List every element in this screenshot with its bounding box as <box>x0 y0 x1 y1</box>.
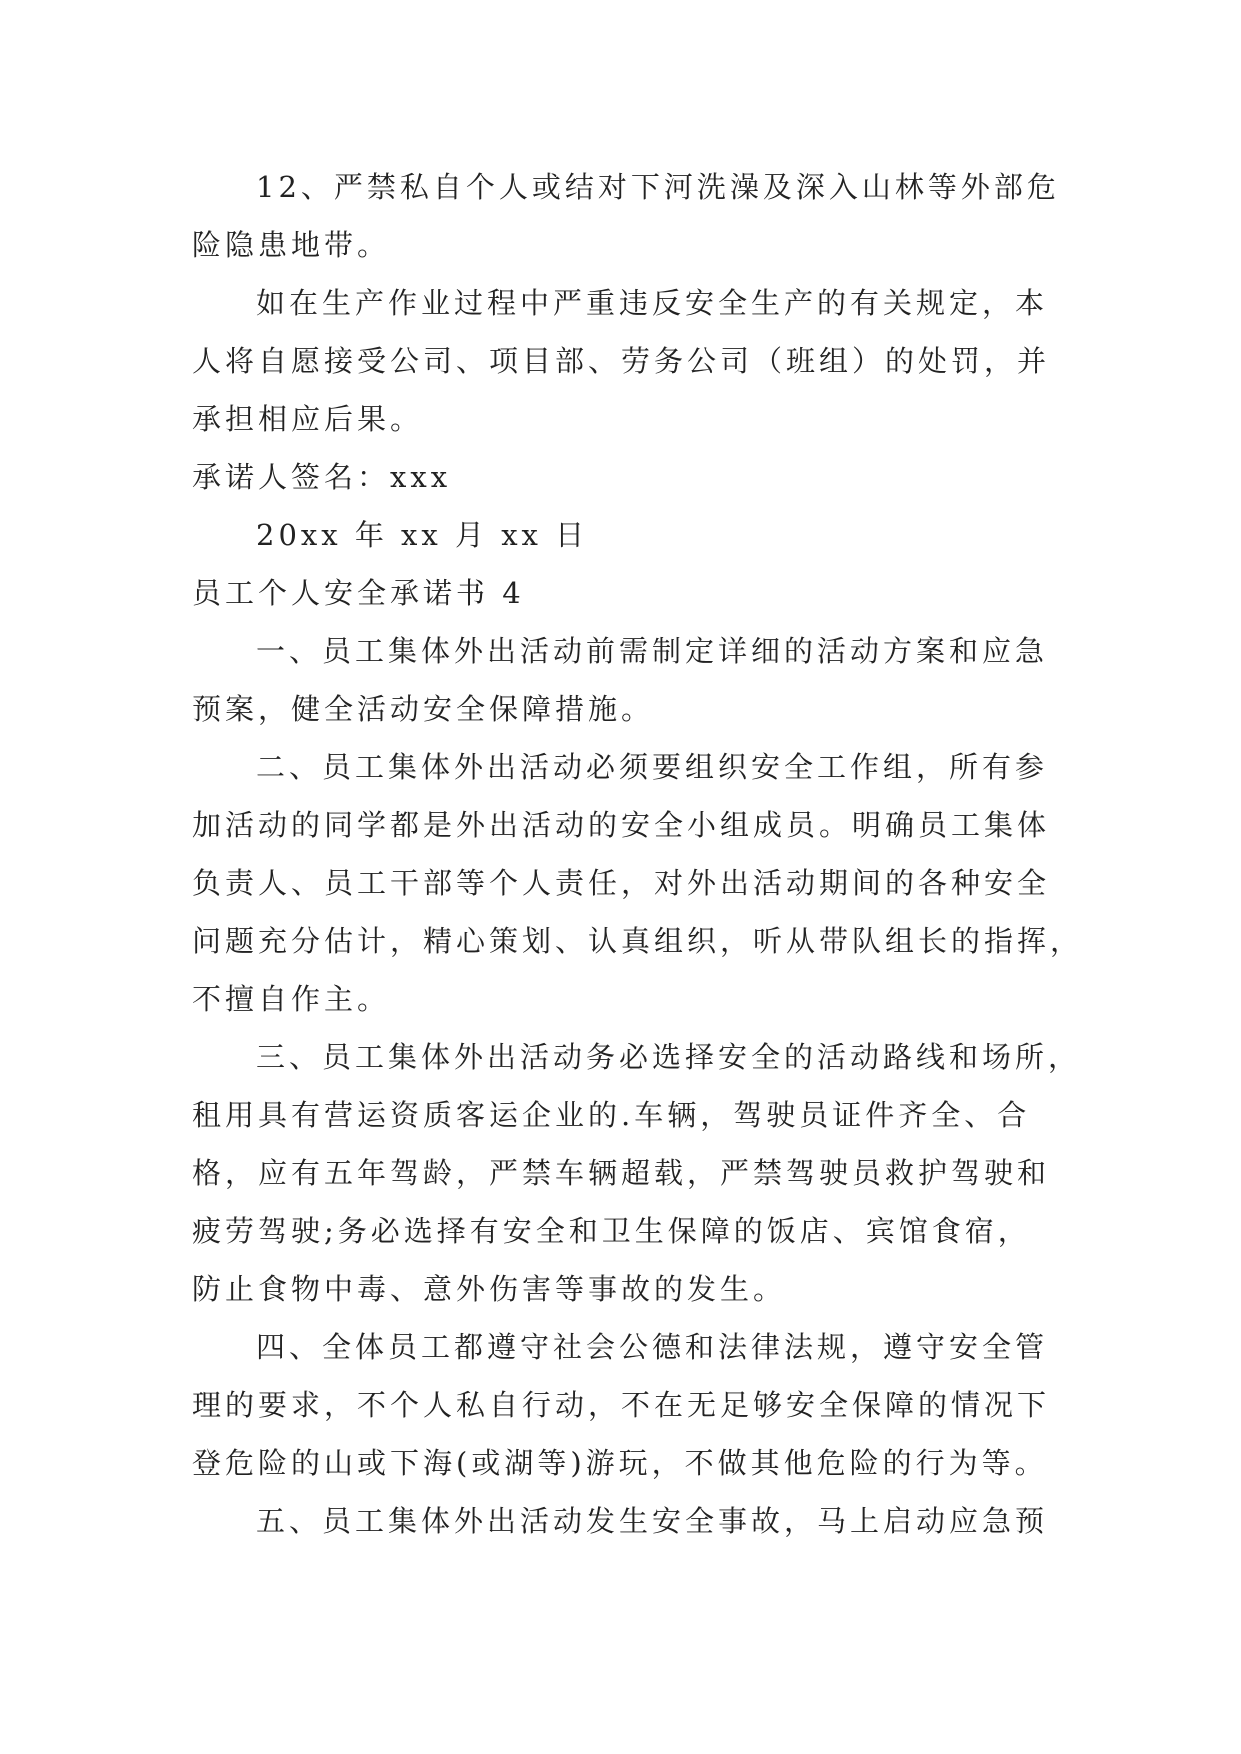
text-line: 问题充分估计，精心策划、认真组织，听从带队组长的指挥， <box>192 924 1084 958</box>
text-line: 五、员工集体外出活动发生安全事故，马上启动应急预 <box>256 1504 1049 1538</box>
text-line: 不擅自作主。 <box>192 982 391 1016</box>
signature-line: 承诺人签名：xxx <box>192 460 452 494</box>
text-line: 疲劳驾驶;务必选择有安全和卫生保障的饭店、宾馆食宿， <box>192 1214 1031 1248</box>
date-line: 20xx 年 xx 月 xx 日 <box>256 518 589 552</box>
text-line: 四、全体员工都遵守社会公德和法律法规，遵守安全管 <box>256 1330 1049 1364</box>
text-line: 二、员工集体外出活动必须要组织安全工作组，所有参 <box>256 750 1049 784</box>
text-line: 一、员工集体外出活动前需制定详细的活动方案和应急 <box>256 634 1049 668</box>
text-line: 承担相应后果。 <box>192 402 424 436</box>
text-line: 格，应有五年驾龄，严禁车辆超载，严禁驾驶员救护驾驶和 <box>192 1156 1051 1190</box>
text-line: 负责人、员工干部等个人责任，对外出活动期间的各种安全 <box>192 866 1051 900</box>
text-line: 加活动的同学都是外出活动的安全小组成员。明确员工集体 <box>192 808 1051 842</box>
section-title: 员工个人安全承诺书 4 <box>192 576 525 610</box>
text-line: 租用具有营运资质客运企业的.车辆，驾驶员证件齐全、合 <box>192 1098 1031 1132</box>
text-line: 12、严禁私自个人或结对下河洗澡及深入山林等外部危 <box>256 170 1060 204</box>
text-line: 三、员工集体外出活动务必选择安全的活动路线和场所， <box>256 1040 1082 1074</box>
document-body <box>192 158 1084 1550</box>
text-line: 人将自愿接受公司、项目部、劳务公司（班组）的处罚，并 <box>192 344 1051 378</box>
text-line: 如在生产作业过程中严重违反安全生产的有关规定，本 <box>256 286 1049 320</box>
text-line: 预案，健全活动安全保障措施。 <box>192 692 655 726</box>
text-line: 理的要求，不个人私自行动，不在无足够安全保障的情况下 <box>192 1388 1051 1422</box>
text-line: 险隐患地带。 <box>192 228 391 262</box>
text-line: 防止食物中毒、意外伤害等事故的发生。 <box>192 1272 787 1306</box>
text-line: 登危险的山或下海(或湖等)游玩，不做其他危险的行为等。 <box>192 1446 1048 1480</box>
